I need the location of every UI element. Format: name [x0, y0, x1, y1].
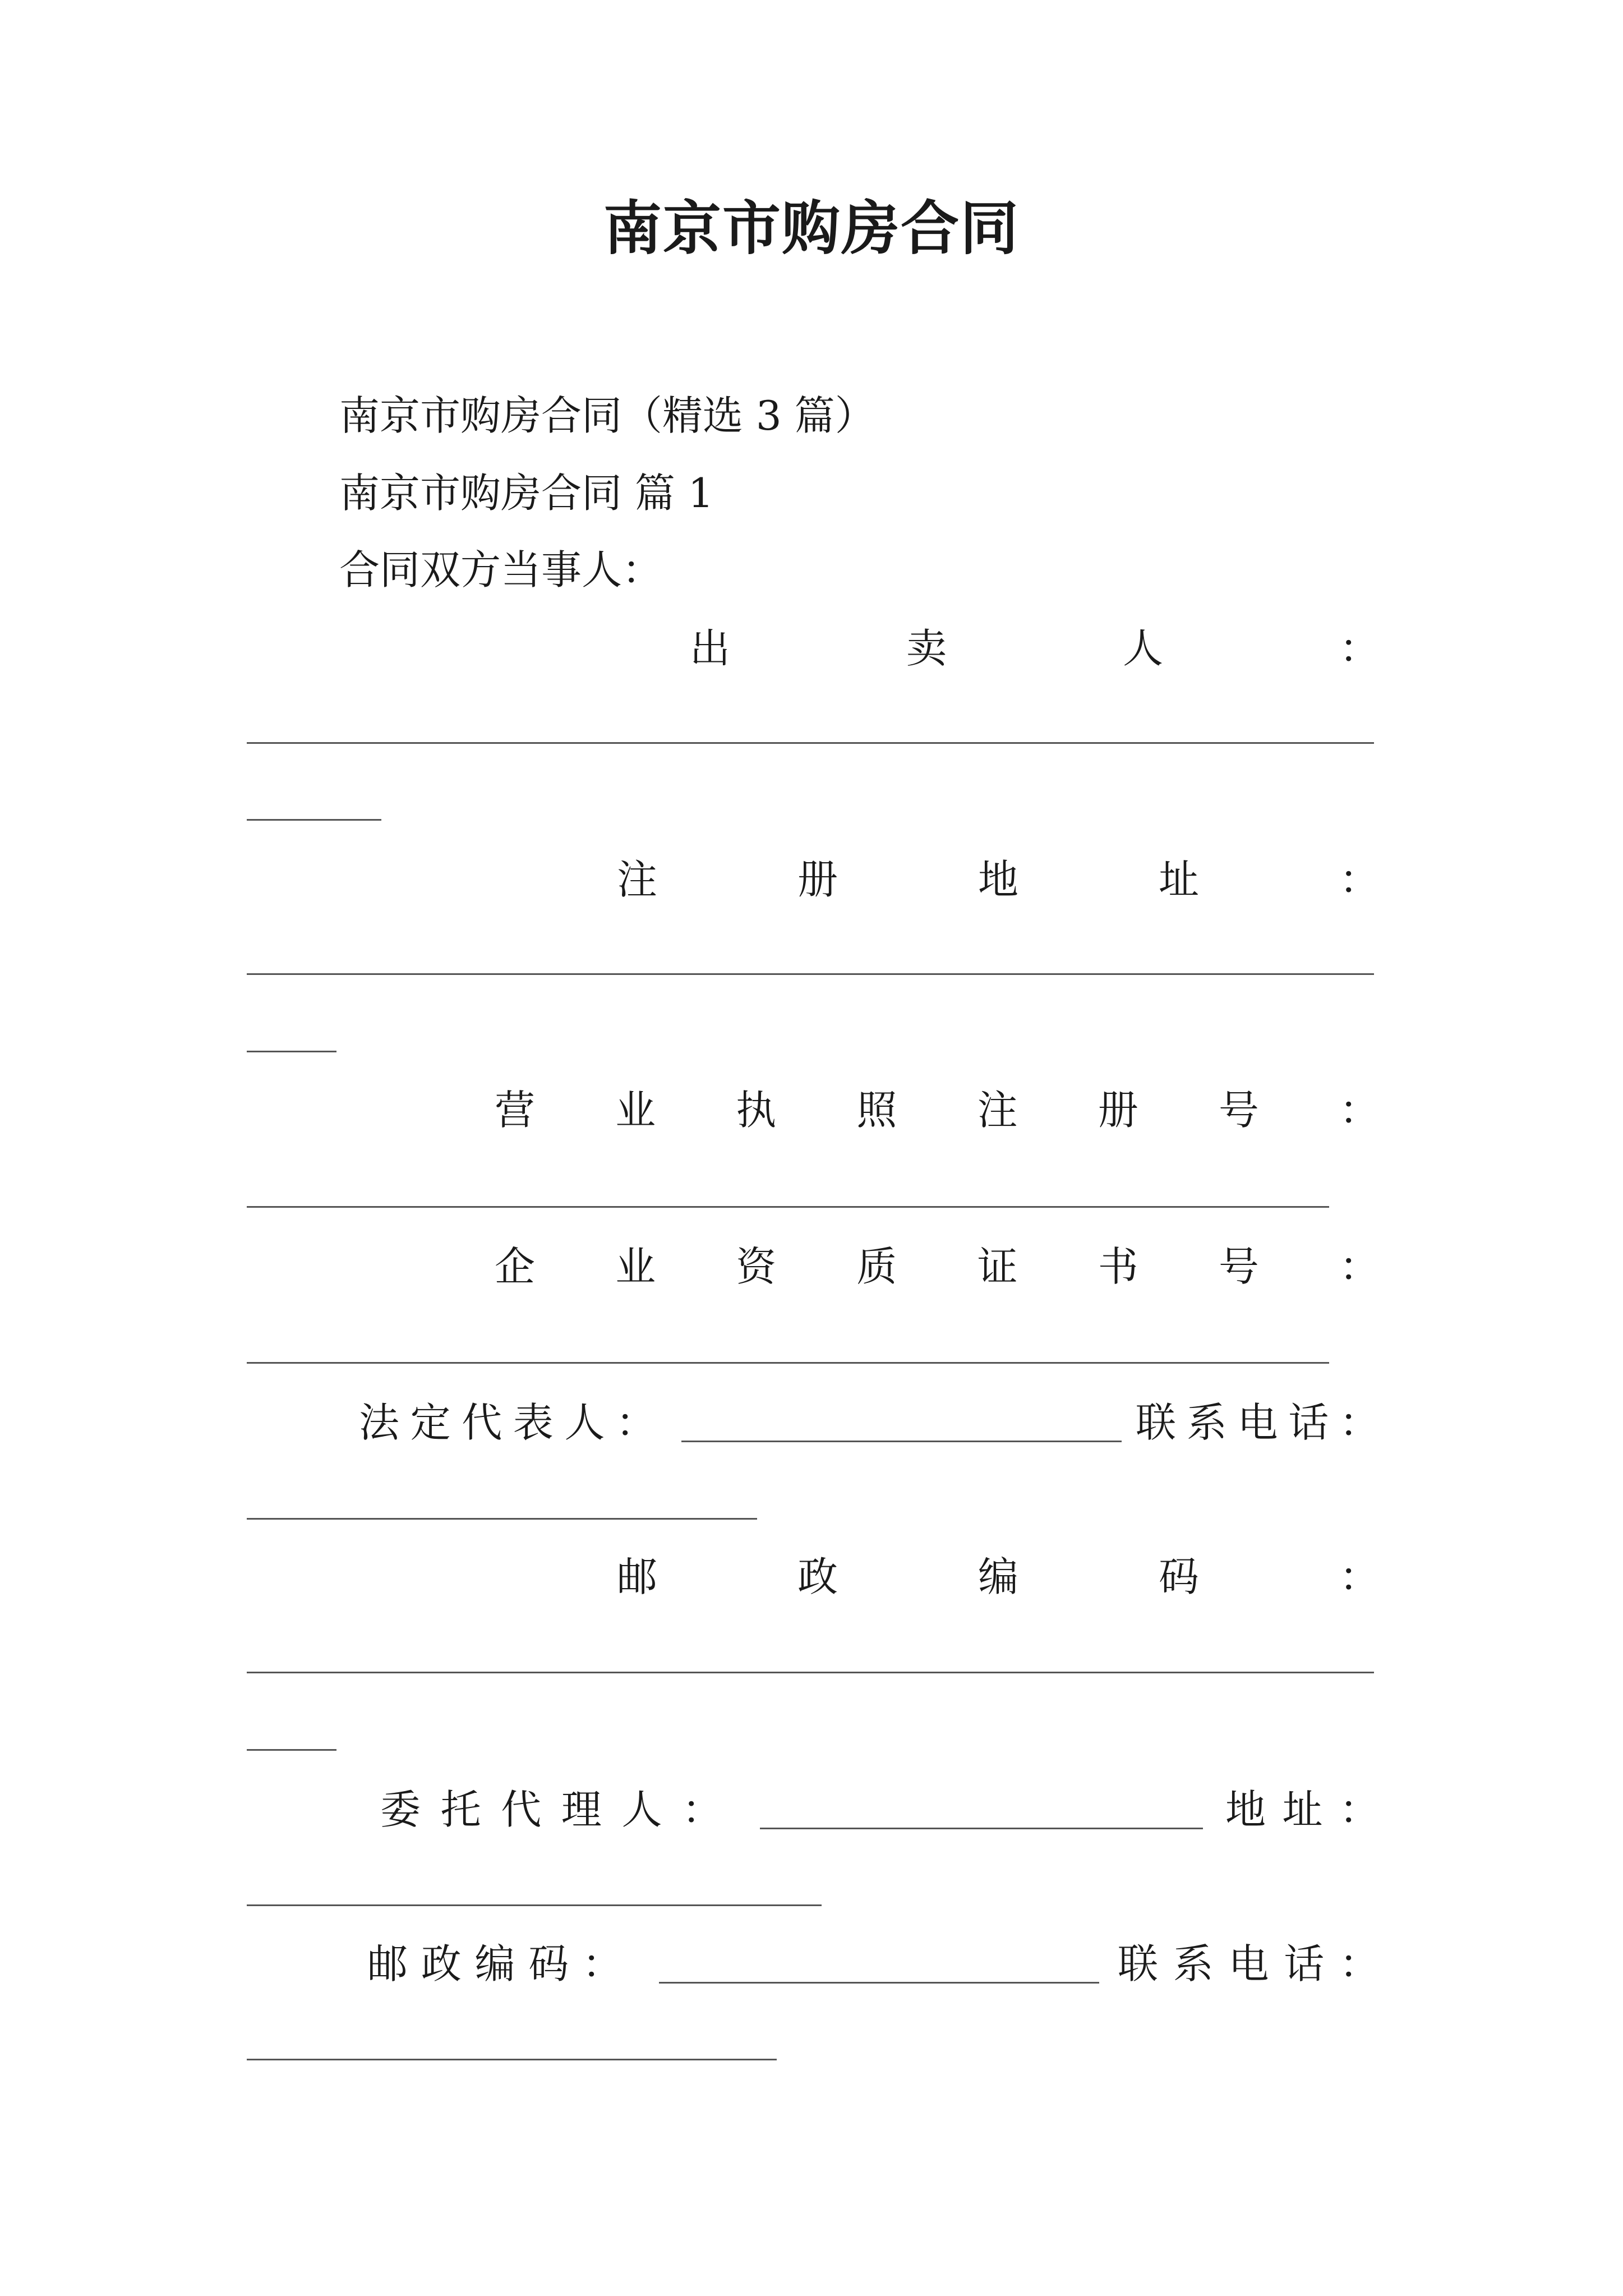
- postal-code-fill-line-cont[interactable]: [247, 1749, 336, 1751]
- label-char: 托: [440, 1786, 481, 1833]
- label-char: 代: [501, 1786, 542, 1833]
- contact-phone-2-fill-line[interactable]: [247, 2059, 777, 2060]
- label-char: 号: [1218, 1243, 1259, 1290]
- label-char: 址: [1282, 1786, 1323, 1833]
- contact-phone-2-label: [1118, 1940, 1380, 1987]
- label-char: 注: [977, 1087, 1018, 1134]
- label-char: 电: [1237, 1399, 1278, 1446]
- address-label: [1225, 1786, 1380, 1833]
- colon: ：: [1339, 1940, 1380, 1987]
- label-char: 编: [978, 1553, 1018, 1600]
- postal-code-fill-line[interactable]: [247, 1672, 1374, 1673]
- label-char: 编: [474, 1940, 515, 1987]
- registered-address-fill-line[interactable]: [247, 973, 1374, 975]
- colon: ：: [615, 1399, 656, 1446]
- label-char: 邮: [367, 1940, 408, 1987]
- label-char: 业: [615, 1087, 656, 1134]
- postal-code-2-label: [367, 1940, 623, 1987]
- label-char: 话: [1288, 1399, 1329, 1446]
- label-char: 业: [615, 1243, 656, 1290]
- label-char: 电: [1228, 1940, 1269, 1987]
- label-char: 注: [617, 856, 658, 903]
- label-char: 人: [621, 1786, 662, 1833]
- label-char: 企: [495, 1243, 536, 1290]
- agent-fill-line[interactable]: [760, 1828, 1203, 1829]
- label-char: 系: [1173, 1940, 1214, 1987]
- colon: ：: [1339, 1087, 1380, 1134]
- label-char: 人: [564, 1399, 605, 1446]
- postal-code-label: [617, 1553, 1380, 1600]
- label-char: 委: [380, 1786, 421, 1833]
- label-char: 执: [736, 1087, 777, 1134]
- seller-fill-line-cont[interactable]: [247, 819, 381, 821]
- label-char: 政: [797, 1553, 838, 1600]
- colon: ：: [1339, 625, 1380, 672]
- label-char: 质: [856, 1243, 897, 1290]
- document-subtitle: 南京市购房合同（精选 3 篇）: [339, 392, 875, 439]
- document-title: 南京市购房合同: [603, 194, 1020, 263]
- registered-address-fill-line-cont[interactable]: [247, 1051, 336, 1052]
- label-char: 法: [359, 1399, 400, 1446]
- colon: ：: [582, 1940, 623, 1987]
- chapter-heading: 南京市购房合同 篇 1: [339, 470, 714, 517]
- label-char: 系: [1186, 1399, 1227, 1446]
- label-char: 码: [1158, 1553, 1199, 1600]
- seller-label: [690, 625, 1380, 672]
- qualification-cert-fill-line[interactable]: [247, 1362, 1329, 1364]
- label-char: 表: [513, 1399, 554, 1446]
- label-char: 地: [978, 856, 1018, 903]
- label-char: 联: [1136, 1399, 1177, 1446]
- address-fill-line[interactable]: [247, 1904, 822, 1906]
- seller-char: 卖: [906, 625, 947, 672]
- label-char: 定: [410, 1399, 451, 1446]
- label-char: 理: [561, 1786, 602, 1833]
- label-char: 代: [462, 1399, 502, 1446]
- legal-rep-fill-line[interactable]: [681, 1441, 1122, 1442]
- label-char: 册: [797, 856, 838, 903]
- colon: ：: [1339, 1243, 1380, 1290]
- seller-char: 出: [690, 625, 731, 672]
- seller-char: 人: [1122, 625, 1163, 672]
- label-char: 码: [528, 1940, 569, 1987]
- label-char: 资: [736, 1243, 777, 1290]
- colon: ：: [1339, 1786, 1380, 1833]
- contact-phone-label: [1136, 1399, 1380, 1446]
- label-char: 政: [421, 1940, 462, 1987]
- colon: ：: [1339, 856, 1380, 903]
- postal-code-2-fill-line[interactable]: [659, 1982, 1099, 1984]
- qualification-cert-label: [495, 1243, 1380, 1290]
- contact-phone-fill-line[interactable]: [247, 1518, 757, 1520]
- parties-intro: 合同双方当事人：: [339, 546, 663, 593]
- label-char: 书: [1098, 1243, 1138, 1290]
- label-char: 照: [856, 1087, 897, 1134]
- label-char: 证: [977, 1243, 1018, 1290]
- legal-rep-label: [359, 1399, 656, 1446]
- label-char: 册: [1098, 1087, 1138, 1134]
- business-license-label: [495, 1087, 1380, 1134]
- agent-label: [380, 1786, 722, 1833]
- colon: ：: [681, 1786, 722, 1833]
- seller-fill-line[interactable]: [247, 742, 1374, 744]
- colon: ：: [1339, 1553, 1380, 1600]
- registered-address-label: [617, 856, 1380, 903]
- business-license-fill-line[interactable]: [247, 1206, 1329, 1208]
- label-char: 话: [1284, 1940, 1325, 1987]
- label-char: 址: [1158, 856, 1199, 903]
- label-char: 联: [1118, 1940, 1159, 1987]
- colon: ：: [1339, 1399, 1380, 1446]
- label-char: 号: [1218, 1087, 1259, 1134]
- label-char: 邮: [617, 1553, 658, 1600]
- label-char: 地: [1225, 1786, 1266, 1833]
- label-char: 营: [495, 1087, 536, 1134]
